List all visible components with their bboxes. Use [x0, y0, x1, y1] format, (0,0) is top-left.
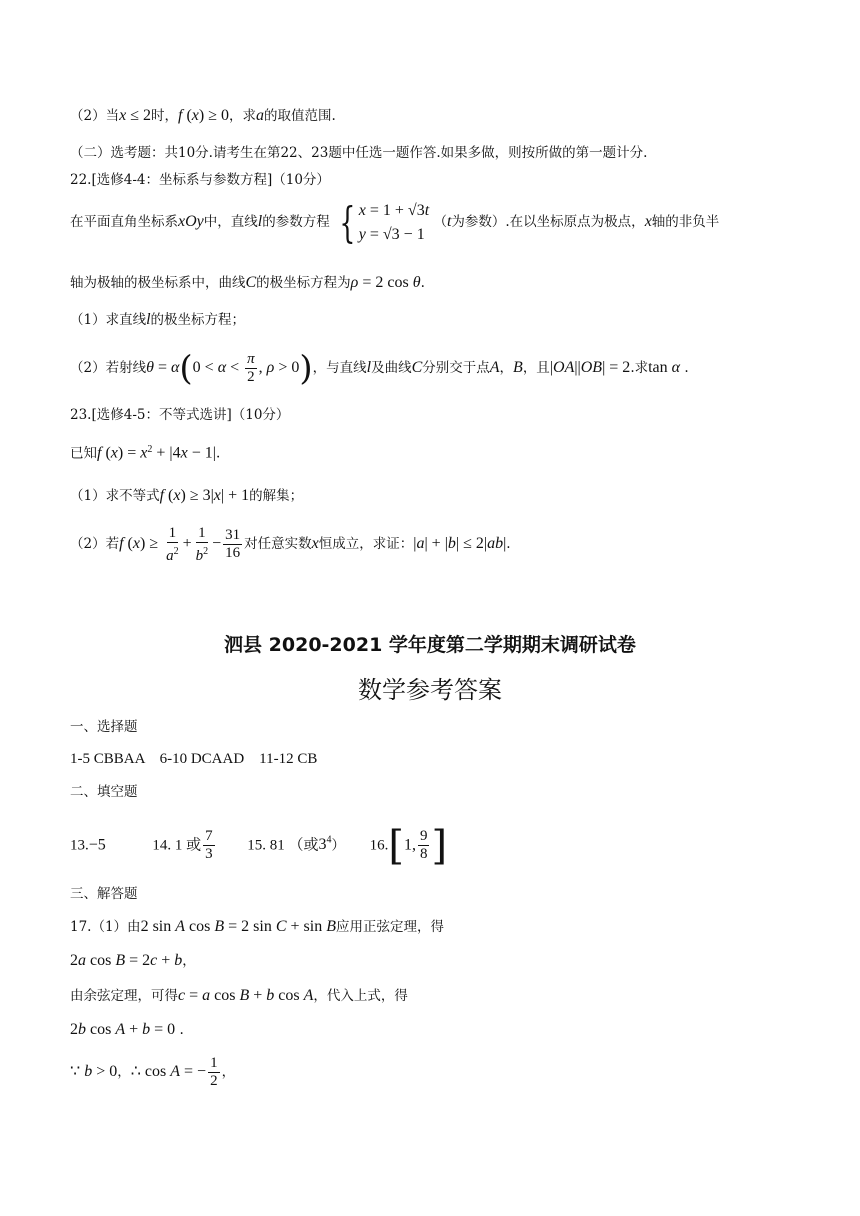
answer-subtitle: 数学参考答案 — [358, 676, 502, 704]
q22-header: 22.[选修4-4：坐标系与参数方程]（10分） — [70, 172, 330, 188]
sol17-line4: 2b cos A + b = 0 . — [70, 1021, 184, 1038]
sol17-line1: 17.（1）由2 sin A cos B = 2 sin C + sin B应用正弦定理，得 — [70, 918, 444, 935]
choice-answers: 1-5 CBBAA 6-10 DCAAD 11-12 CB — [70, 751, 318, 767]
q23-part1: （1）求不等式f (x) ≥ 3|x| + 1的解集； — [70, 487, 304, 504]
q22-part1: （1）求直线l的极坐标方程； — [70, 311, 246, 328]
q21-part2: （2）当x ≤ 2时，f (x) ≥ 0，求a的取值范围. — [70, 107, 336, 124]
fill-answers: 13.−5 14. 1 或 $\frac{7}{3}$ 15. 81 （或$3^4$） 16.[1, $\frac{9}{8}$ ] — [70, 822, 448, 869]
answer-title: 泗县 2020-2021 学年度第二学期期末调研试卷 — [224, 634, 636, 656]
q23-part2: （2）若f (x) ≥ $\frac{1}{a^2}$ + $\frac{1}{b^2}$ − $\frac{31}{16}$ 对任意实数x恒成立，求证：|a| + |b| ≤ 2|ab|. — [70, 524, 511, 564]
q22-text-1: 在平面直角坐标系xOy中，直线l的参数方程 { x = 1 + √3t y = √3 − 1 （t为参数）.在以坐标原点为极点，x轴的非负半 — [70, 197, 720, 247]
q23-header: 23.[选修4-5：不等式选讲]（10分） — [70, 407, 290, 423]
section-fill: 二、填空题 — [70, 784, 138, 800]
sol17-line2: 2a cos B = 2c + b， — [70, 952, 196, 969]
sol17-line3: 由余弦定理，可得c = a cos B + b cos A，代入上式，得 — [70, 987, 408, 1004]
optional-intro: （二）选考题：共10分.请考生在第22、23题中任选一题作答.如果多做，则按所做的第一题计分. — [70, 145, 648, 161]
q23-given: 已知f $(x) = x^2 + |4x - 1|$. — [70, 444, 221, 462]
q22-part2: （2）若射线θ = α(0 < α < $\frac{\pi}{2}$ , ρ > 0)，与直线l及曲线C分别交于点A，B，且|OA||OB| = 2.求tan α . — [70, 348, 689, 389]
section-choice: 一、选择题 — [70, 719, 138, 735]
section-solutions: 三、解答题 — [70, 886, 138, 902]
sol17-line5: ∵ b > 0，∴ cos A = − $\frac{1}{2}$ ， — [70, 1055, 236, 1089]
parametric-system: { x = 1 + √3t y = √3 − 1 — [339, 197, 430, 247]
q22-text-2: 轴为极轴的极坐标系中，曲线C的极坐标方程为ρ = 2 cos θ. — [70, 274, 425, 291]
